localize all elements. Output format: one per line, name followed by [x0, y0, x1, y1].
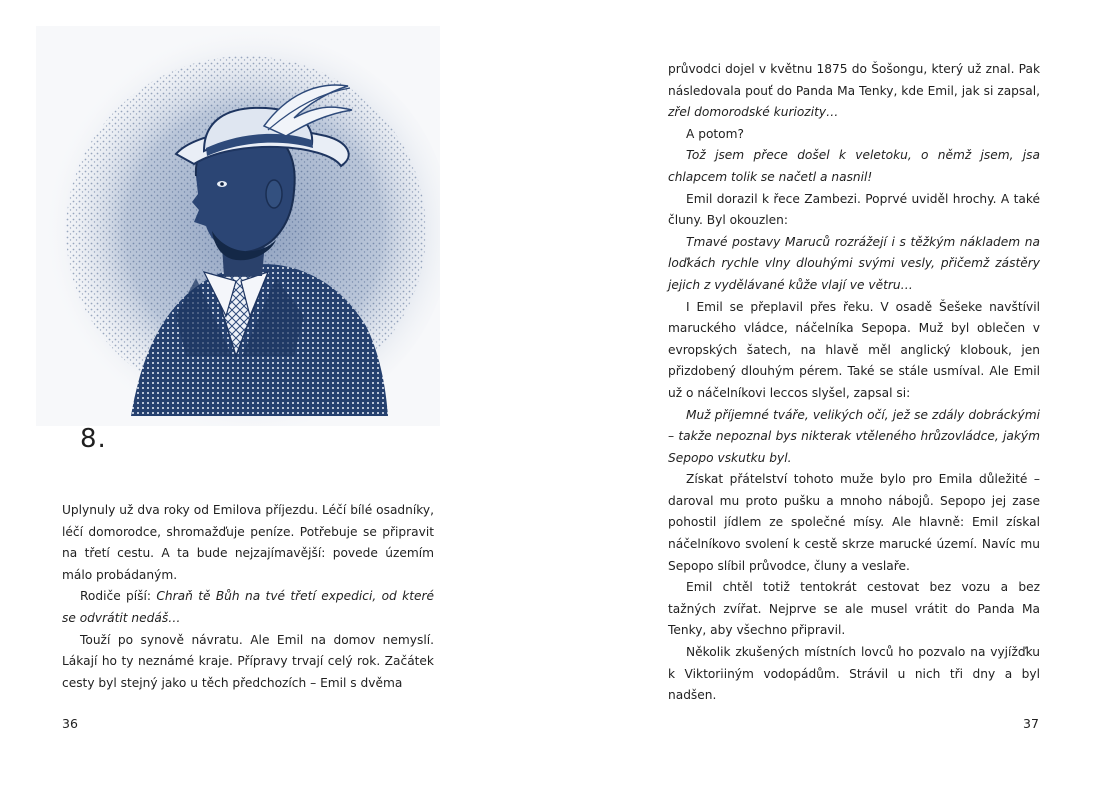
- page-number-left: 36: [62, 716, 78, 731]
- italic-quote: Tmavé postavy Maruců rozrážejí i s těžkým nákladem na loďkách rychle vlny dlouhými svými vesly, přičemž zástěry jejich z vydělávané kůže vlají ve větru…: [668, 234, 1040, 292]
- italic-quote: zřel domorodské kuriozity…: [668, 105, 839, 120]
- portrait-engraving: [36, 26, 440, 426]
- paragraph: I Emil se přeplavil přes řeku. V osadě Šešeke navštívil maruckého vládce, náčelníka Sepopa. Muž byl oblečen v evropských šatech, na hlavě měl anglický klobouk, jen přizdobený dlouhým pérem. Také se stále usmíval. Ale Emil už o náčelníkovi leccos slyšel, zapsal si:: [668, 299, 1040, 400]
- right-page: [550, 0, 1100, 800]
- right-body-text: [668, 59, 1040, 707]
- italic-quote: Chraň tě Bůh na tvé třetí expedici, od které se odvrátit nedáš…: [62, 589, 434, 625]
- paragraph: Rodiče píší: Chraň tě Bůh na tvé třetí expedici, od které se odvrátit nedáš…: [62, 589, 434, 625]
- portrait-illustration: [36, 26, 440, 426]
- paragraph: Emil chtěl totiž tentokrát cestovat bez vozu a bez tažných zvířat. Nejprve se ale musel vrátit do Panda Ma Tenky, aby všechno připravil.: [668, 580, 1040, 638]
- left-body-text: [62, 500, 434, 694]
- paragraph: Několik zkušených místních lovců ho pozvalo na vyjížďku k Viktoriiným vodopádům. Strávil u nich tři dny a byl nadšen.: [668, 645, 1040, 703]
- chapter-number: 8.: [80, 424, 107, 454]
- italic-quote: Muž příjemné tváře, velikých očí, jež se zdály dobráckými – takže nepoznal bys nikterak vtěleného hrůzovládce, jakým Sepopo vskutku byl.: [668, 407, 1040, 465]
- italic-quote: Tož jsem přece došel k veletoku, o němž jsem, jsa chlapcem tolik se načetl a nasnil!: [668, 148, 1040, 184]
- paragraph: A potom?: [686, 126, 744, 141]
- paragraph: Uplynuly už dva roky od Emilova příjezdu. Léčí bílé osadníky, léčí domorodce, shromažďuje peníze. Potřebuje se připravit na třetí cestu. A ta bude nejzajímavější: povede územím málo probádaným.: [62, 503, 434, 582]
- paragraph: průvodci dojel v květnu 1875 do Šošongu, který už znal. Pak následovala pouť do Panda Ma Tenky, kde Emil, jak si zapsal, zřel domorodské kuriozity…: [668, 62, 1040, 120]
- paragraph: Touží po synově návratu. Ale Emil na domov nemyslí. Lákají ho ty neznámé kraje. Přípravy trvají celý rok. Začátek cesty byl stejný jako u těch předchozích – Emil s dvěma: [62, 632, 434, 690]
- paragraph: Emil dorazil k řece Zambezi. Poprvé uviděl hrochy. A také čluny. Byl okouzlen:: [668, 191, 1040, 228]
- paragraph: Získat přátelství tohoto muže bylo pro Emila důležité – daroval mu proto pušku a mnoho nábojů. Sepopo jej zase pohostil jídlem ze společné mísy. Ale hlavně: Emil získal náčelníkovo svolení k cestě skrze marucké území. Navíc mu Sepopo slíbil průvodce, čluny a veslaře.: [668, 472, 1040, 573]
- page-number-right: 37: [1023, 716, 1039, 731]
